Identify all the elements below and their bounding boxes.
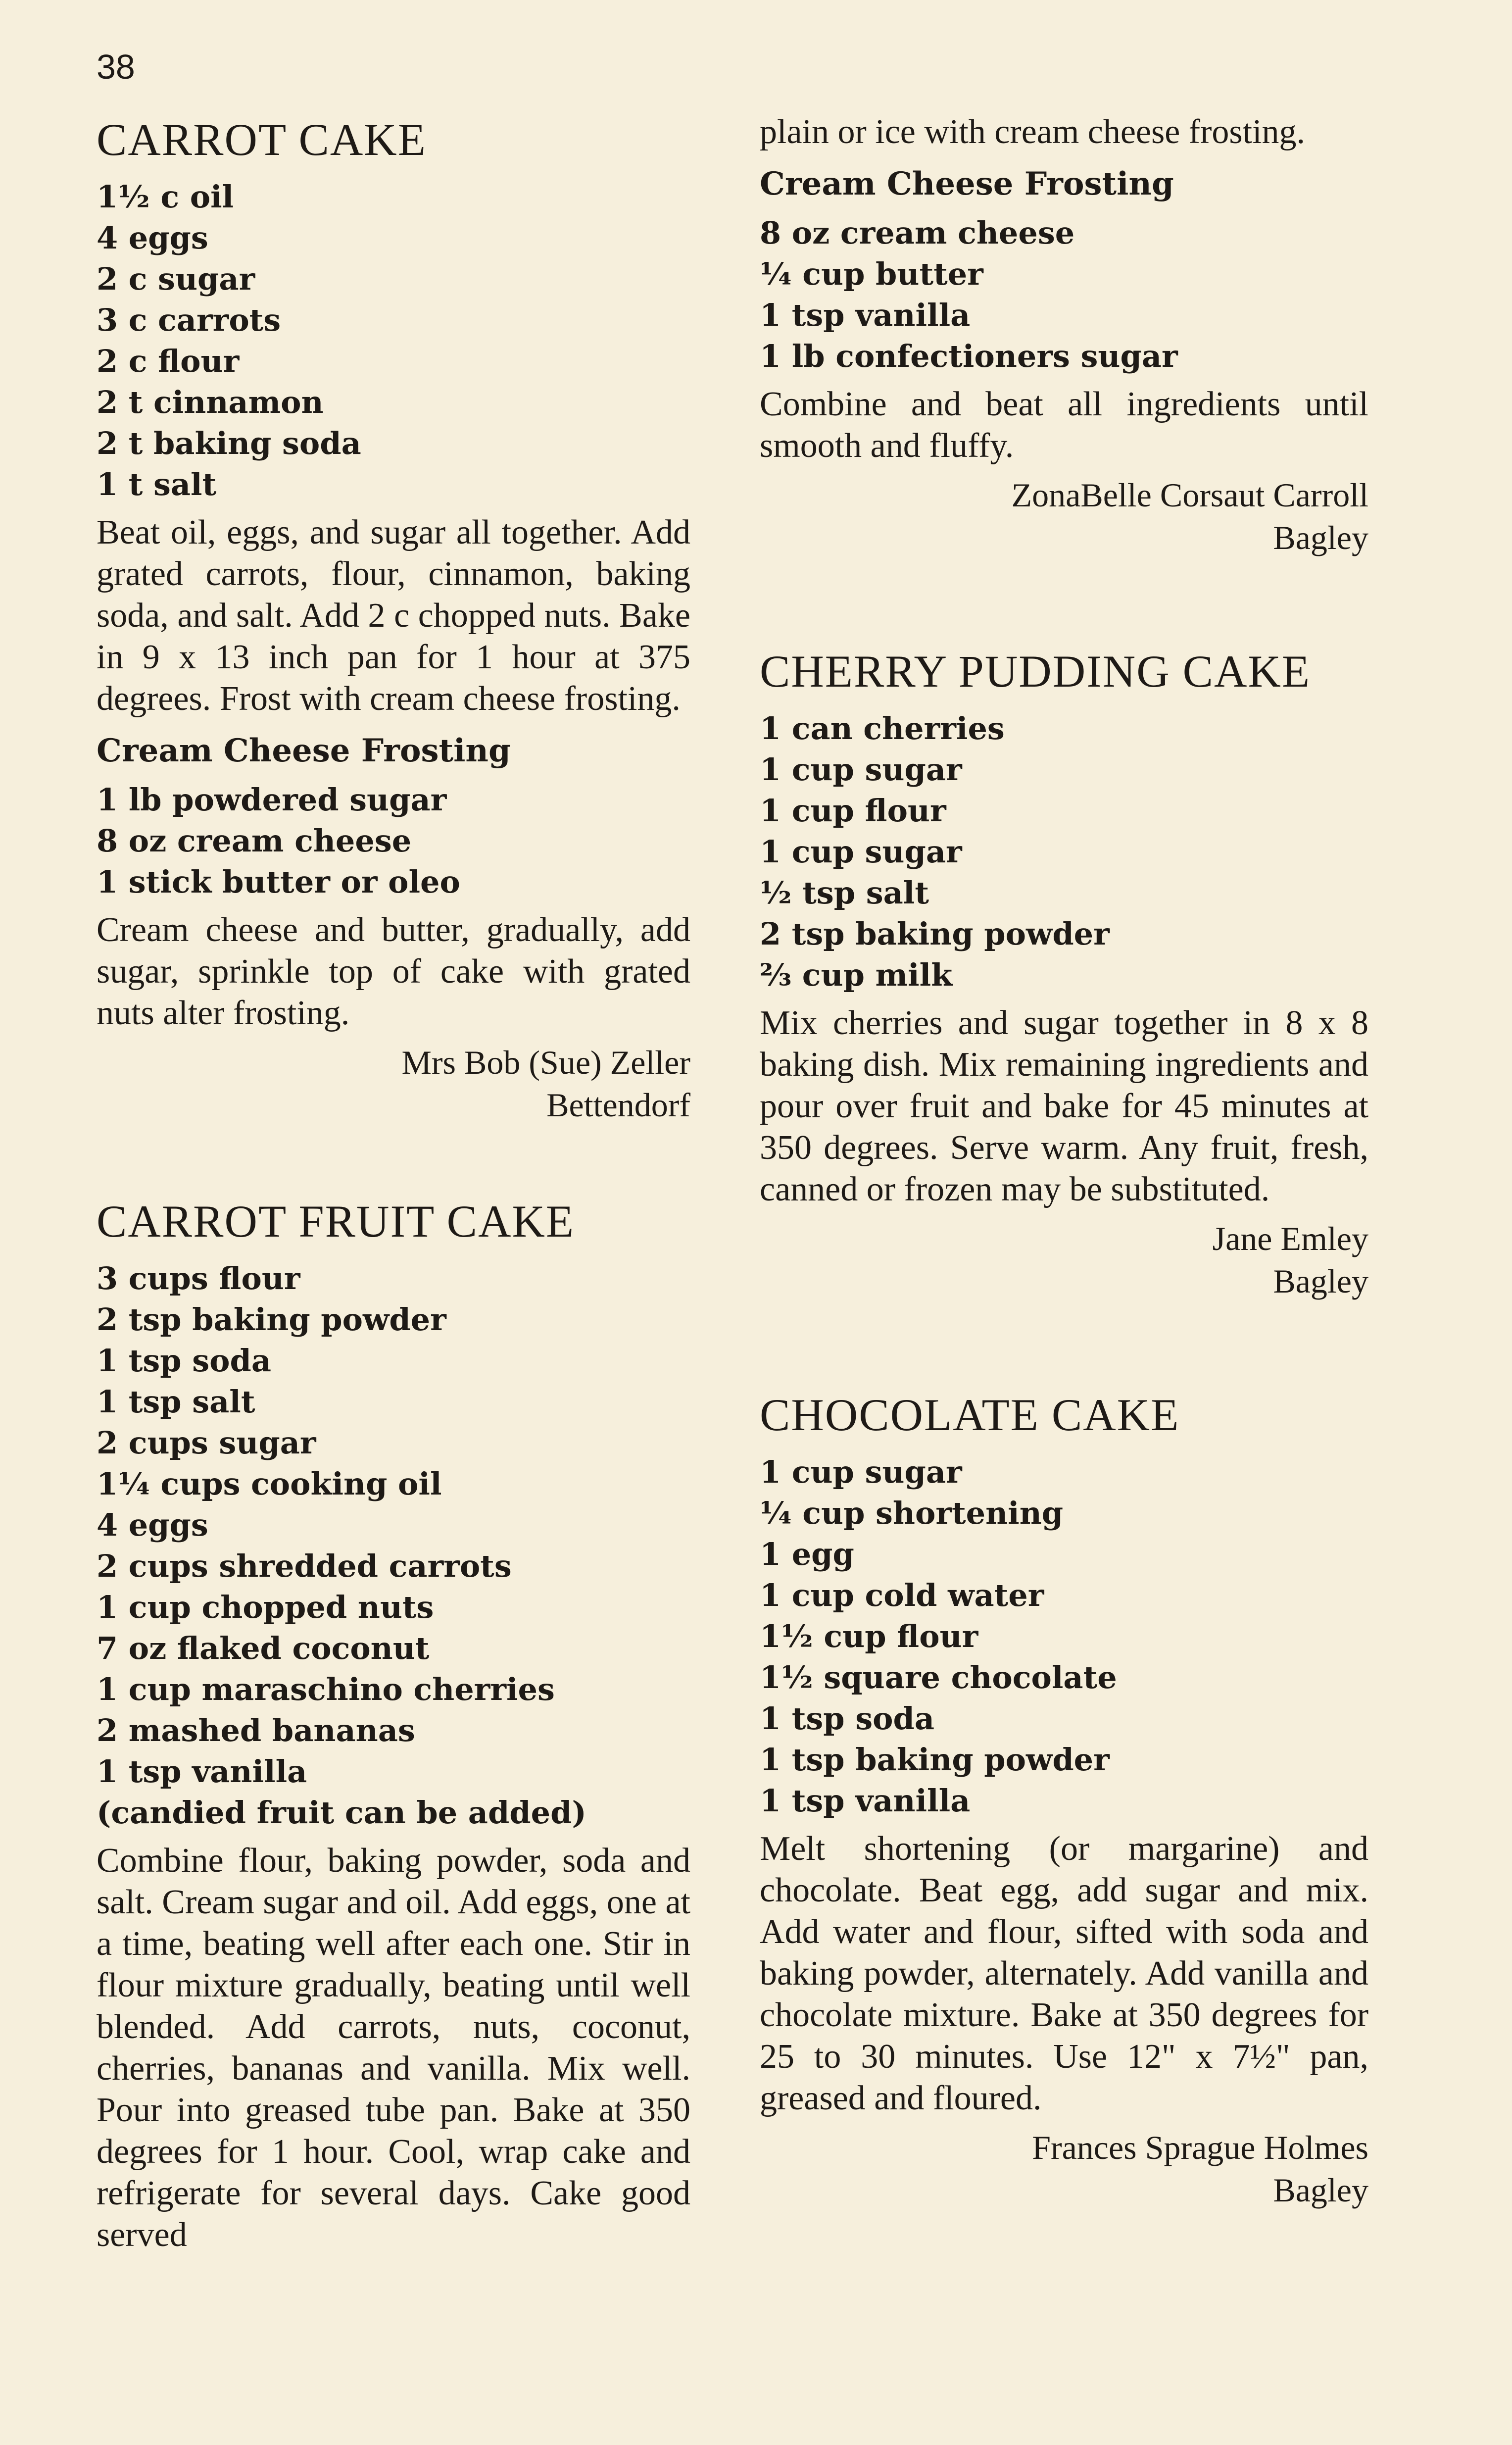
ingredient-item: 1 lb powdered sugar bbox=[97, 781, 447, 818]
recipe-instructions-continued: plain or ice with cream cheese frosting. bbox=[760, 113, 1306, 151]
frosting-ingredient-list bbox=[97, 779, 690, 902]
frosting-ingredient-list bbox=[760, 212, 1368, 377]
ingredient-item: 1 stick butter or oleo bbox=[97, 863, 460, 900]
ingredient-item: 1½ c oil bbox=[97, 178, 234, 215]
ingredient-item: 8 oz cream cheese bbox=[97, 822, 412, 859]
recipe-cherry-pudding-cake bbox=[760, 646, 1368, 1302]
recipe-carrot-fruit-cake bbox=[97, 1196, 690, 2256]
recipe-title: CHERRY PUDDING CAKE bbox=[760, 646, 1311, 697]
ingredient-item: (candied fruit can be added) bbox=[97, 1794, 586, 1831]
left-column bbox=[97, 114, 690, 2263]
page-number: 38 bbox=[97, 48, 135, 86]
recipe-instructions: Beat oil, eggs, and sugar all together. Add grated carrots, flour, cinnamon, baking soda, and salt. Add 2 c chopped nuts. Bake in 9 x 13 inch pan for 1 hour at 375 degrees. Frost with cream cheese frosting. bbox=[97, 513, 690, 718]
frosting-instructions: Cream cheese and butter, gradually, add sugar, sprinkle top of cake with grated nuts alter frosting. bbox=[97, 910, 690, 1032]
ingredient-item: 2 mashed bananas bbox=[97, 1712, 415, 1748]
ingredient-item: ½ tsp salt bbox=[760, 874, 929, 911]
recipe-carrot-fruit-cake-continued bbox=[760, 111, 1368, 559]
ingredient-item: 1½ cup flour bbox=[760, 1618, 978, 1654]
ingredient-item: 1 cup flour bbox=[760, 792, 946, 829]
recipe-title: CHOCOLATE CAKE bbox=[760, 1389, 1180, 1440]
author-town: Bagley bbox=[1273, 1262, 1368, 1300]
ingredient-item: ⅔ cup milk bbox=[760, 956, 953, 993]
recipe-author bbox=[760, 2126, 1368, 2211]
frosting-title: Cream Cheese Frosting bbox=[97, 732, 511, 769]
ingredient-item: 1 tsp vanilla bbox=[760, 297, 971, 333]
ingredient-item: 3 cups flour bbox=[97, 1260, 300, 1297]
right-column bbox=[760, 111, 1368, 2211]
ingredient-item: 1 tsp vanilla bbox=[760, 1782, 971, 1819]
ingredient-item: 2 t cinnamon bbox=[97, 384, 324, 420]
ingredient-item: 1 cup cold water bbox=[760, 1577, 1044, 1613]
author-name: Jane Emley bbox=[1212, 1219, 1368, 1257]
ingredient-item: 1 tsp vanilla bbox=[97, 1753, 307, 1790]
ingredient-item: 2 c flour bbox=[97, 343, 240, 379]
ingredient-list bbox=[97, 1258, 690, 1833]
frosting-title: Cream Cheese Frosting bbox=[760, 165, 1174, 202]
author-town: Bettendorf bbox=[546, 1086, 690, 1124]
recipe-carrot-cake bbox=[97, 114, 690, 1126]
ingredient-item: 1 lb confectioners sugar bbox=[760, 338, 1178, 374]
ingredient-list bbox=[97, 176, 690, 505]
ingredient-item: 1 cup sugar bbox=[760, 751, 962, 788]
ingredient-item: 1 egg bbox=[760, 1536, 854, 1572]
ingredient-item: 1 can cherries bbox=[760, 710, 1005, 747]
frosting-instructions: Combine and beat all ingredients until smooth and fluffy. bbox=[760, 385, 1368, 465]
author-name: Mrs Bob (Sue) Zeller bbox=[401, 1043, 690, 1081]
ingredient-item: 1¼ cups cooking oil bbox=[97, 1465, 442, 1502]
author-town: Bagley bbox=[1273, 2171, 1368, 2209]
author-town: Bagley bbox=[1273, 519, 1368, 556]
ingredient-item: ¼ cup butter bbox=[760, 256, 983, 292]
author-name: ZonaBelle Corsaut Carroll bbox=[1011, 476, 1368, 514]
recipe-title: CARROT FRUIT CAKE bbox=[97, 1196, 575, 1247]
recipe-author bbox=[760, 474, 1368, 559]
ingredient-item: 8 oz cream cheese bbox=[760, 215, 1075, 251]
ingredient-item: 2 t baking soda bbox=[97, 425, 361, 461]
recipe-author bbox=[97, 1041, 690, 1126]
ingredient-item: 2 cups shredded carrots bbox=[97, 1547, 512, 1584]
recipe-title: CARROT CAKE bbox=[97, 114, 427, 165]
recipe-author bbox=[760, 1217, 1368, 1302]
ingredient-item: 7 oz flaked coconut bbox=[97, 1630, 430, 1666]
ingredient-item: 1 tsp soda bbox=[760, 1700, 934, 1737]
ingredient-item: 1 t salt bbox=[97, 466, 217, 502]
ingredient-item: 1 tsp soda bbox=[97, 1342, 271, 1379]
ingredient-item: 2 tsp baking powder bbox=[760, 915, 1110, 952]
ingredient-item: 1 cup chopped nuts bbox=[97, 1589, 434, 1625]
recipe-chocolate-cake bbox=[760, 1389, 1368, 2211]
ingredient-list bbox=[760, 1451, 1368, 1821]
ingredient-item: 2 c sugar bbox=[97, 260, 255, 297]
ingredient-item: 4 eggs bbox=[97, 219, 208, 256]
author-name: Frances Sprague Holmes bbox=[1032, 2128, 1368, 2166]
ingredient-item: 4 eggs bbox=[97, 1506, 208, 1543]
recipe-instructions: Mix cherries and sugar together in 8 x 8 baking dish. Mix remaining ingredients and pour over fruit and bake for 45 minutes at 350 degrees. Serve warm. Any fruit, fresh, canned or frozen may be substituted. bbox=[760, 1003, 1368, 1208]
ingredient-list bbox=[760, 708, 1368, 996]
ingredient-item: 1½ square chocolate bbox=[760, 1659, 1117, 1696]
ingredient-item: 2 cups sugar bbox=[97, 1424, 316, 1461]
ingredient-item: ¼ cup shortening bbox=[760, 1495, 1064, 1531]
ingredient-item: 3 c carrots bbox=[97, 301, 281, 338]
recipe-instructions: Combine flour, baking powder, soda and salt. Cream sugar and oil. Add eggs, one at a time, beating well after each one. Stir in flour mixture gradually, beating until well blended. Add carrots, nuts, coconut, cherries, bananas and vanilla. Mix well. Pour into greased tube pan. Bake at 350 degrees for 1 hour. Cool, wrap cake and refrigerate for several days. Cake good served bbox=[97, 1841, 690, 2254]
ingredient-item: 1 cup sugar bbox=[760, 833, 962, 870]
recipe-instructions: Melt shortening (or margarine) and chocolate. Beat egg, add sugar and mix. Add water and flour, sifted with soda and baking powder, alternately. Add vanilla and chocolate mixture. Bake at 350 degrees for 25 to 30 minutes. Use 12" x 7½" pan, greased and floured. bbox=[760, 1829, 1368, 2117]
ingredient-item: 1 tsp baking powder bbox=[760, 1741, 1110, 1778]
ingredient-item: 1 tsp salt bbox=[97, 1383, 255, 1420]
ingredient-item: 1 cup maraschino cherries bbox=[97, 1671, 555, 1707]
ingredient-item: 1 cup sugar bbox=[760, 1453, 962, 1490]
ingredient-item: 2 tsp baking powder bbox=[97, 1301, 446, 1338]
